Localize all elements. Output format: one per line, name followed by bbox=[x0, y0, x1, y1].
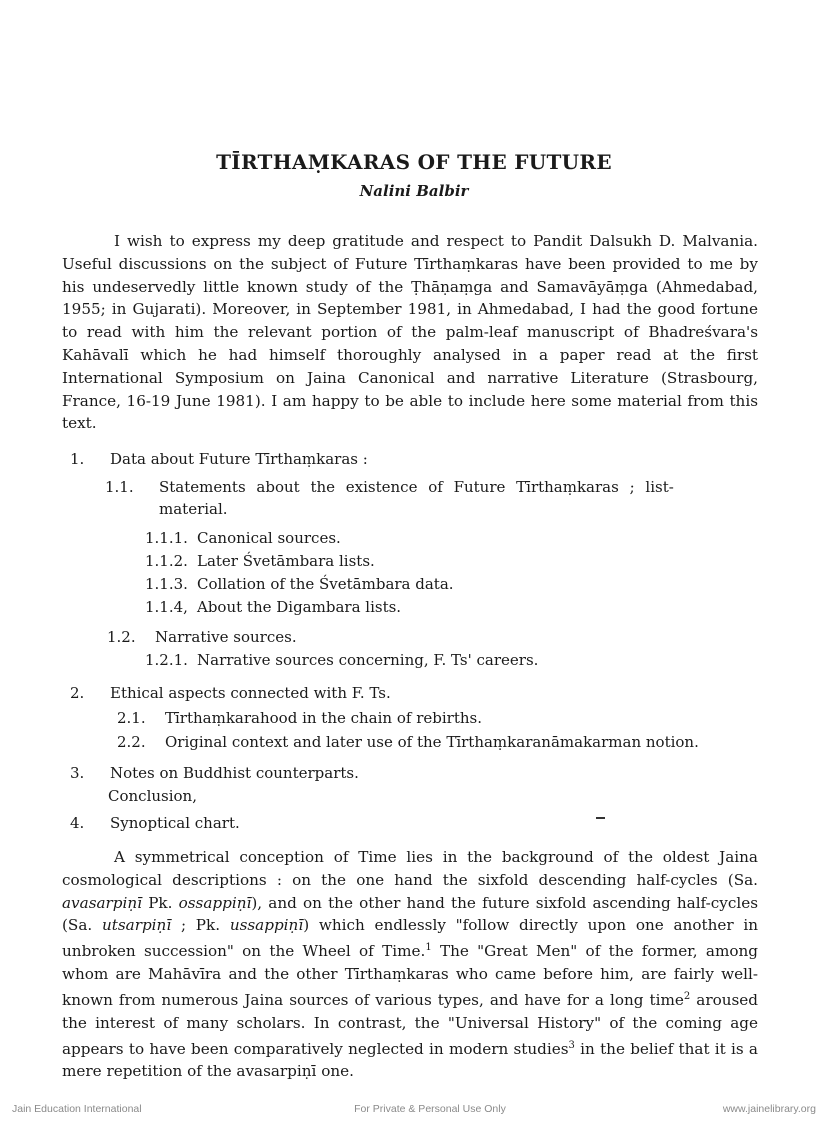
footnote-ref-3[interactable]: 3 bbox=[568, 1039, 575, 1051]
page-title: TĪRTHAṂKARAS OF THE FUTURE bbox=[216, 150, 612, 174]
toc-label: Notes on Buddhist counterparts. bbox=[110, 764, 359, 782]
toc-item-1-1-4 bbox=[145, 598, 401, 616]
toc-number: 2. bbox=[70, 684, 85, 702]
toc-item-1-1-3 bbox=[145, 575, 454, 593]
term-ussappini: ussappiṇī bbox=[229, 916, 304, 935]
body-text: in the belief that it is a mere repetition of the avasarpiṇī one. bbox=[62, 1039, 758, 1081]
toc-item-1-1-2 bbox=[145, 552, 375, 570]
toc-item-4 bbox=[70, 814, 240, 832]
toc-number: 1.1.1. bbox=[145, 529, 188, 547]
toc-number: 1.2. bbox=[107, 628, 136, 646]
toc-label: Ethical aspects connected with F. Ts. bbox=[110, 684, 391, 702]
toc-item-3 bbox=[70, 764, 359, 782]
toc-item-2 bbox=[70, 684, 391, 702]
footnote-ref-1[interactable]: 1 bbox=[425, 942, 432, 954]
footer-left: Jain Education International bbox=[12, 1103, 142, 1115]
toc-label: About the Digambara lists. bbox=[197, 598, 402, 616]
toc-number: 2.1. bbox=[117, 709, 146, 727]
body-text: Pk. bbox=[142, 893, 179, 912]
term-avasarpini: avasarpiṇī bbox=[62, 893, 143, 912]
toc-item-1-2-1 bbox=[145, 651, 538, 669]
toc-item-2-1 bbox=[117, 709, 482, 727]
body-text: aroused the interest of many scholars. In contrast, the "Universal History" of the coming age appears to have been comparatively neglected in modern studies bbox=[62, 990, 759, 1058]
toc-label: Statements about the existence of Future Tīrthaṃkaras ; list- bbox=[159, 478, 674, 496]
body-text: ), and on the other hand the future sixfold ascending half-cycles (Sa. bbox=[62, 893, 759, 935]
toc-label: Later Śvetāmbara lists. bbox=[197, 552, 375, 570]
toc-item-1-1-1 bbox=[145, 529, 341, 547]
footer-center: For Private & Personal Use Only bbox=[354, 1103, 506, 1115]
toc-item-1-2 bbox=[107, 628, 297, 646]
toc-label: Narrative sources. bbox=[155, 628, 297, 646]
stray-mark bbox=[596, 817, 605, 819]
toc-number: 1.1. bbox=[105, 478, 134, 496]
author-name: Nalini Balbir bbox=[359, 182, 469, 200]
toc-number: 2.2. bbox=[117, 733, 146, 751]
toc-conclusion: Conclusion, bbox=[108, 787, 197, 805]
toc-item-1-1-cont: material. bbox=[159, 500, 228, 518]
toc-label: Data about Future Tīrthaṃkaras : bbox=[110, 450, 368, 468]
toc-label: Tīrthaṃkarahood in the chain of rebirths. bbox=[165, 709, 482, 727]
toc-label: Narrative sources concerning, F. Ts' careers. bbox=[197, 651, 539, 669]
term-utsarpini: utsarpiṇī bbox=[101, 916, 172, 935]
toc-number: 4. bbox=[70, 814, 85, 832]
toc-number: 1. bbox=[70, 450, 85, 468]
toc-item-1 bbox=[70, 450, 368, 468]
toc-number: 1.1.3. bbox=[145, 575, 188, 593]
toc-number: 1.2.1. bbox=[145, 651, 188, 669]
toc-label: Original context and later use of the Tīrthaṃkaranāmakarman notion. bbox=[165, 733, 699, 751]
toc-number: 1.1.4, bbox=[145, 598, 188, 616]
toc-label: Synoptical chart. bbox=[110, 814, 240, 832]
toc-number: 3. bbox=[70, 764, 85, 782]
toc-item-2-2 bbox=[117, 733, 699, 751]
toc-label: Collation of the Śvetāmbara data. bbox=[197, 575, 454, 593]
toc-label: Canonical sources. bbox=[197, 529, 341, 547]
body-text: The "Great Men" of the former, among whom are Mahāvīra and the other Tīrthaṃkaras who came before him, are fairly well-known from numerous Jaina sources of various types, and have for a long time bbox=[62, 942, 758, 1009]
intro-paragraph: I wish to express my deep gratitude and respect to Pandit Dalsukh D. Malvania. Useful discussions on the subject of Future Tīrthaṃkaras have been provided to me by his undeservedly little known study of the Ṭhāṇaṃga and Samavāyāṃga (Ahmedabad, 1955; in Gujarati). Moreover, in September 1981, in Ahmedabad, I had the good fortune to read with him the relevant portion of the palm-leaf manuscript of Bhadreśvara's Kahāvalī which he had himself thoroughly analysed in a paper read at the first International Symposium on Jaina Canonical and narrative Literature (Strasbourg, France, 16-19 June 1981). I am happy to be able to include here some material from this text. bbox=[62, 232, 758, 433]
footer-right[interactable]: www.jainelibrary.org bbox=[722, 1103, 816, 1115]
body-text: ; Pk. bbox=[171, 916, 230, 935]
toc-item-1-1 bbox=[105, 478, 761, 496]
body-text: A symmetrical conception of Time lies in the background of the oldest Jaina cosmological descriptions : on the one hand the sixfold descending half-cycles (Sa. bbox=[62, 848, 758, 889]
footnote-ref-2[interactable]: 2 bbox=[683, 990, 691, 1002]
term-ossappini: ossappiṇī bbox=[178, 893, 252, 912]
toc-number: 1.1.2. bbox=[145, 552, 188, 570]
body-paragraph bbox=[62, 846, 758, 1083]
body-text: ) which endlessly "follow directly upon one another in unbroken succession" on the Wheel of Time. bbox=[62, 916, 758, 961]
